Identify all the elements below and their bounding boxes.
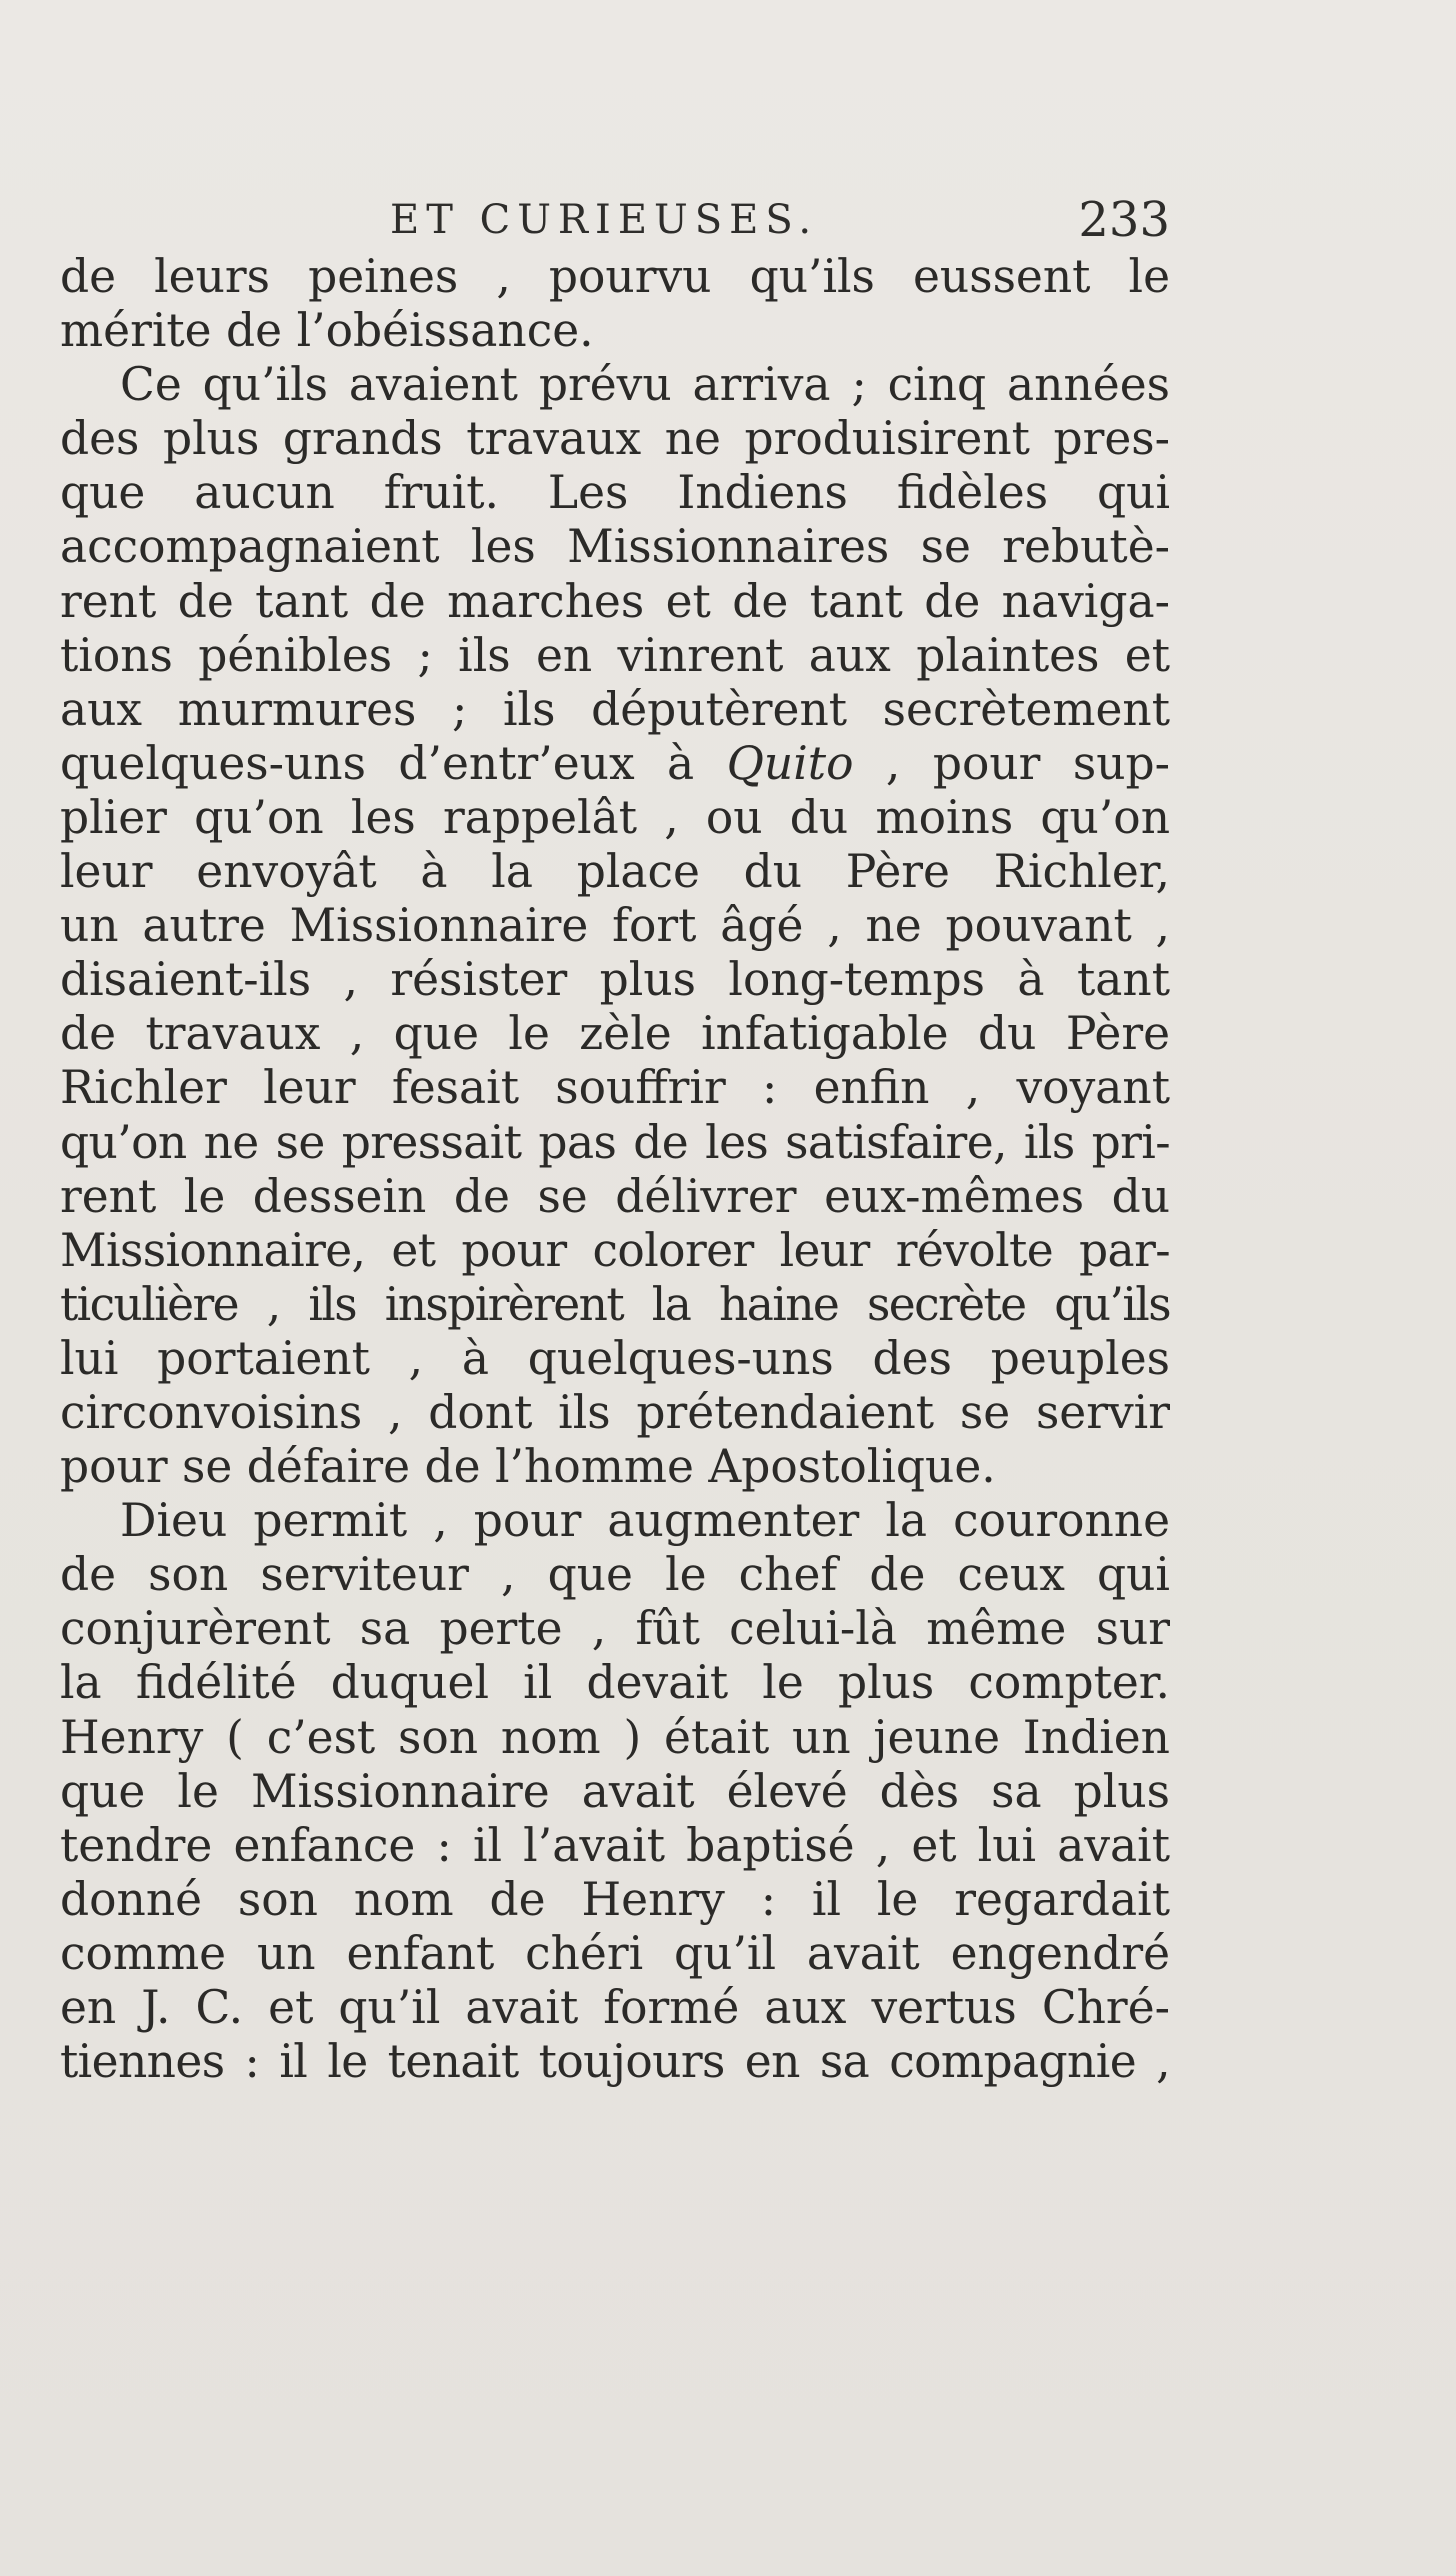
paragraph-first-line: Ce qu’ils avaient prévu arriva ; cinq années xyxy=(120,358,1170,412)
page-header xyxy=(60,192,1170,248)
text-line: qu’on ne se pressait pas de les satisfaire, ils pri- xyxy=(60,1115,1170,1169)
text-line: la fidélité duquel il devait le plus compter. xyxy=(60,1656,1170,1710)
text-line: tendre enfance : il l’avait baptisé , et lui avait xyxy=(60,1818,1170,1872)
text-line: leur envoyât à la place du Père Richler, xyxy=(60,845,1170,899)
body-text xyxy=(60,250,1170,2089)
place-name-quito: Quito xyxy=(726,736,854,790)
text-line: Richler leur fesait souffrir : enfin , voyant xyxy=(60,1061,1170,1115)
paragraph-first-line: Dieu permit , pour augmenter la couronne xyxy=(120,1494,1170,1548)
text-line: rent de tant de marches et de tant de naviga- xyxy=(60,574,1170,628)
text-line: un autre Missionnaire fort âgé , ne pouvant , xyxy=(60,899,1170,953)
text-line: Missionnaire, et pour colorer leur révolte par- xyxy=(60,1223,1170,1277)
text-line: plier qu’on les rappelât , ou du moins qu’on xyxy=(60,790,1170,844)
text-line: tions pénibles ; ils en vinrent aux plaintes et xyxy=(60,628,1170,682)
text-line: que aucun fruit. Les Indiens fidèles qui xyxy=(60,466,1170,520)
text-line: Henry ( c’est son nom ) était un jeune Indien xyxy=(60,1710,1170,1764)
text-line: de leurs peines , pourvu qu’ils eussent le xyxy=(60,250,1170,303)
text-line: en J. C. et qu’il avait formé aux vertus Chré- xyxy=(60,1981,1170,2034)
line-segment: quelques-uns d’entr’eux à xyxy=(60,736,695,790)
text-line: de travaux , que le zèle infatigable du Père xyxy=(60,1007,1170,1061)
text-line: tiennes : il le tenait toujours en sa compagnie , xyxy=(60,2035,1170,2089)
text-line: comme un enfant chéri qu’il avait engendré xyxy=(60,1926,1170,1980)
text-line: mérite de l’obéissance. xyxy=(60,304,594,358)
text-line-with-place-name xyxy=(60,737,1170,791)
text-line: des plus grands travaux ne produisirent pres- xyxy=(60,412,1170,466)
text-line: conjurèrent sa perte , fût celui-là même sur xyxy=(60,1602,1170,1656)
text-line: circonvoisins , dont ils prétendaient se servir xyxy=(60,1385,1170,1439)
text-line: disaient-ils , résister plus long-temps à tant xyxy=(60,953,1170,1007)
running-head: ET CURIEUSES. xyxy=(390,197,819,243)
line-segment: , pour sup- xyxy=(885,736,1170,790)
text-line: rent le dessein de se délivrer eux-mêmes du xyxy=(60,1169,1170,1223)
text-line: aux murmures ; ils députèrent secrètement xyxy=(60,682,1170,736)
text-line: que le Missionnaire avait élevé dès sa plus xyxy=(60,1764,1170,1818)
text-line: ticulière , ils inspirèrent la haine secrète qu’ils xyxy=(60,1277,1170,1331)
text-line: donné son nom de Henry : il le regardait xyxy=(60,1872,1170,1926)
page-number: 233 xyxy=(1078,192,1170,248)
text-line: lui portaient , à quelques-uns des peuples xyxy=(60,1331,1170,1385)
text-line: pour se défaire de l’homme Apostolique. xyxy=(60,1440,996,1494)
text-line: de son serviteur , que le chef de ceux qui xyxy=(60,1548,1170,1602)
text-line: accompagnaient les Missionnaires se rebutè- xyxy=(60,520,1170,574)
